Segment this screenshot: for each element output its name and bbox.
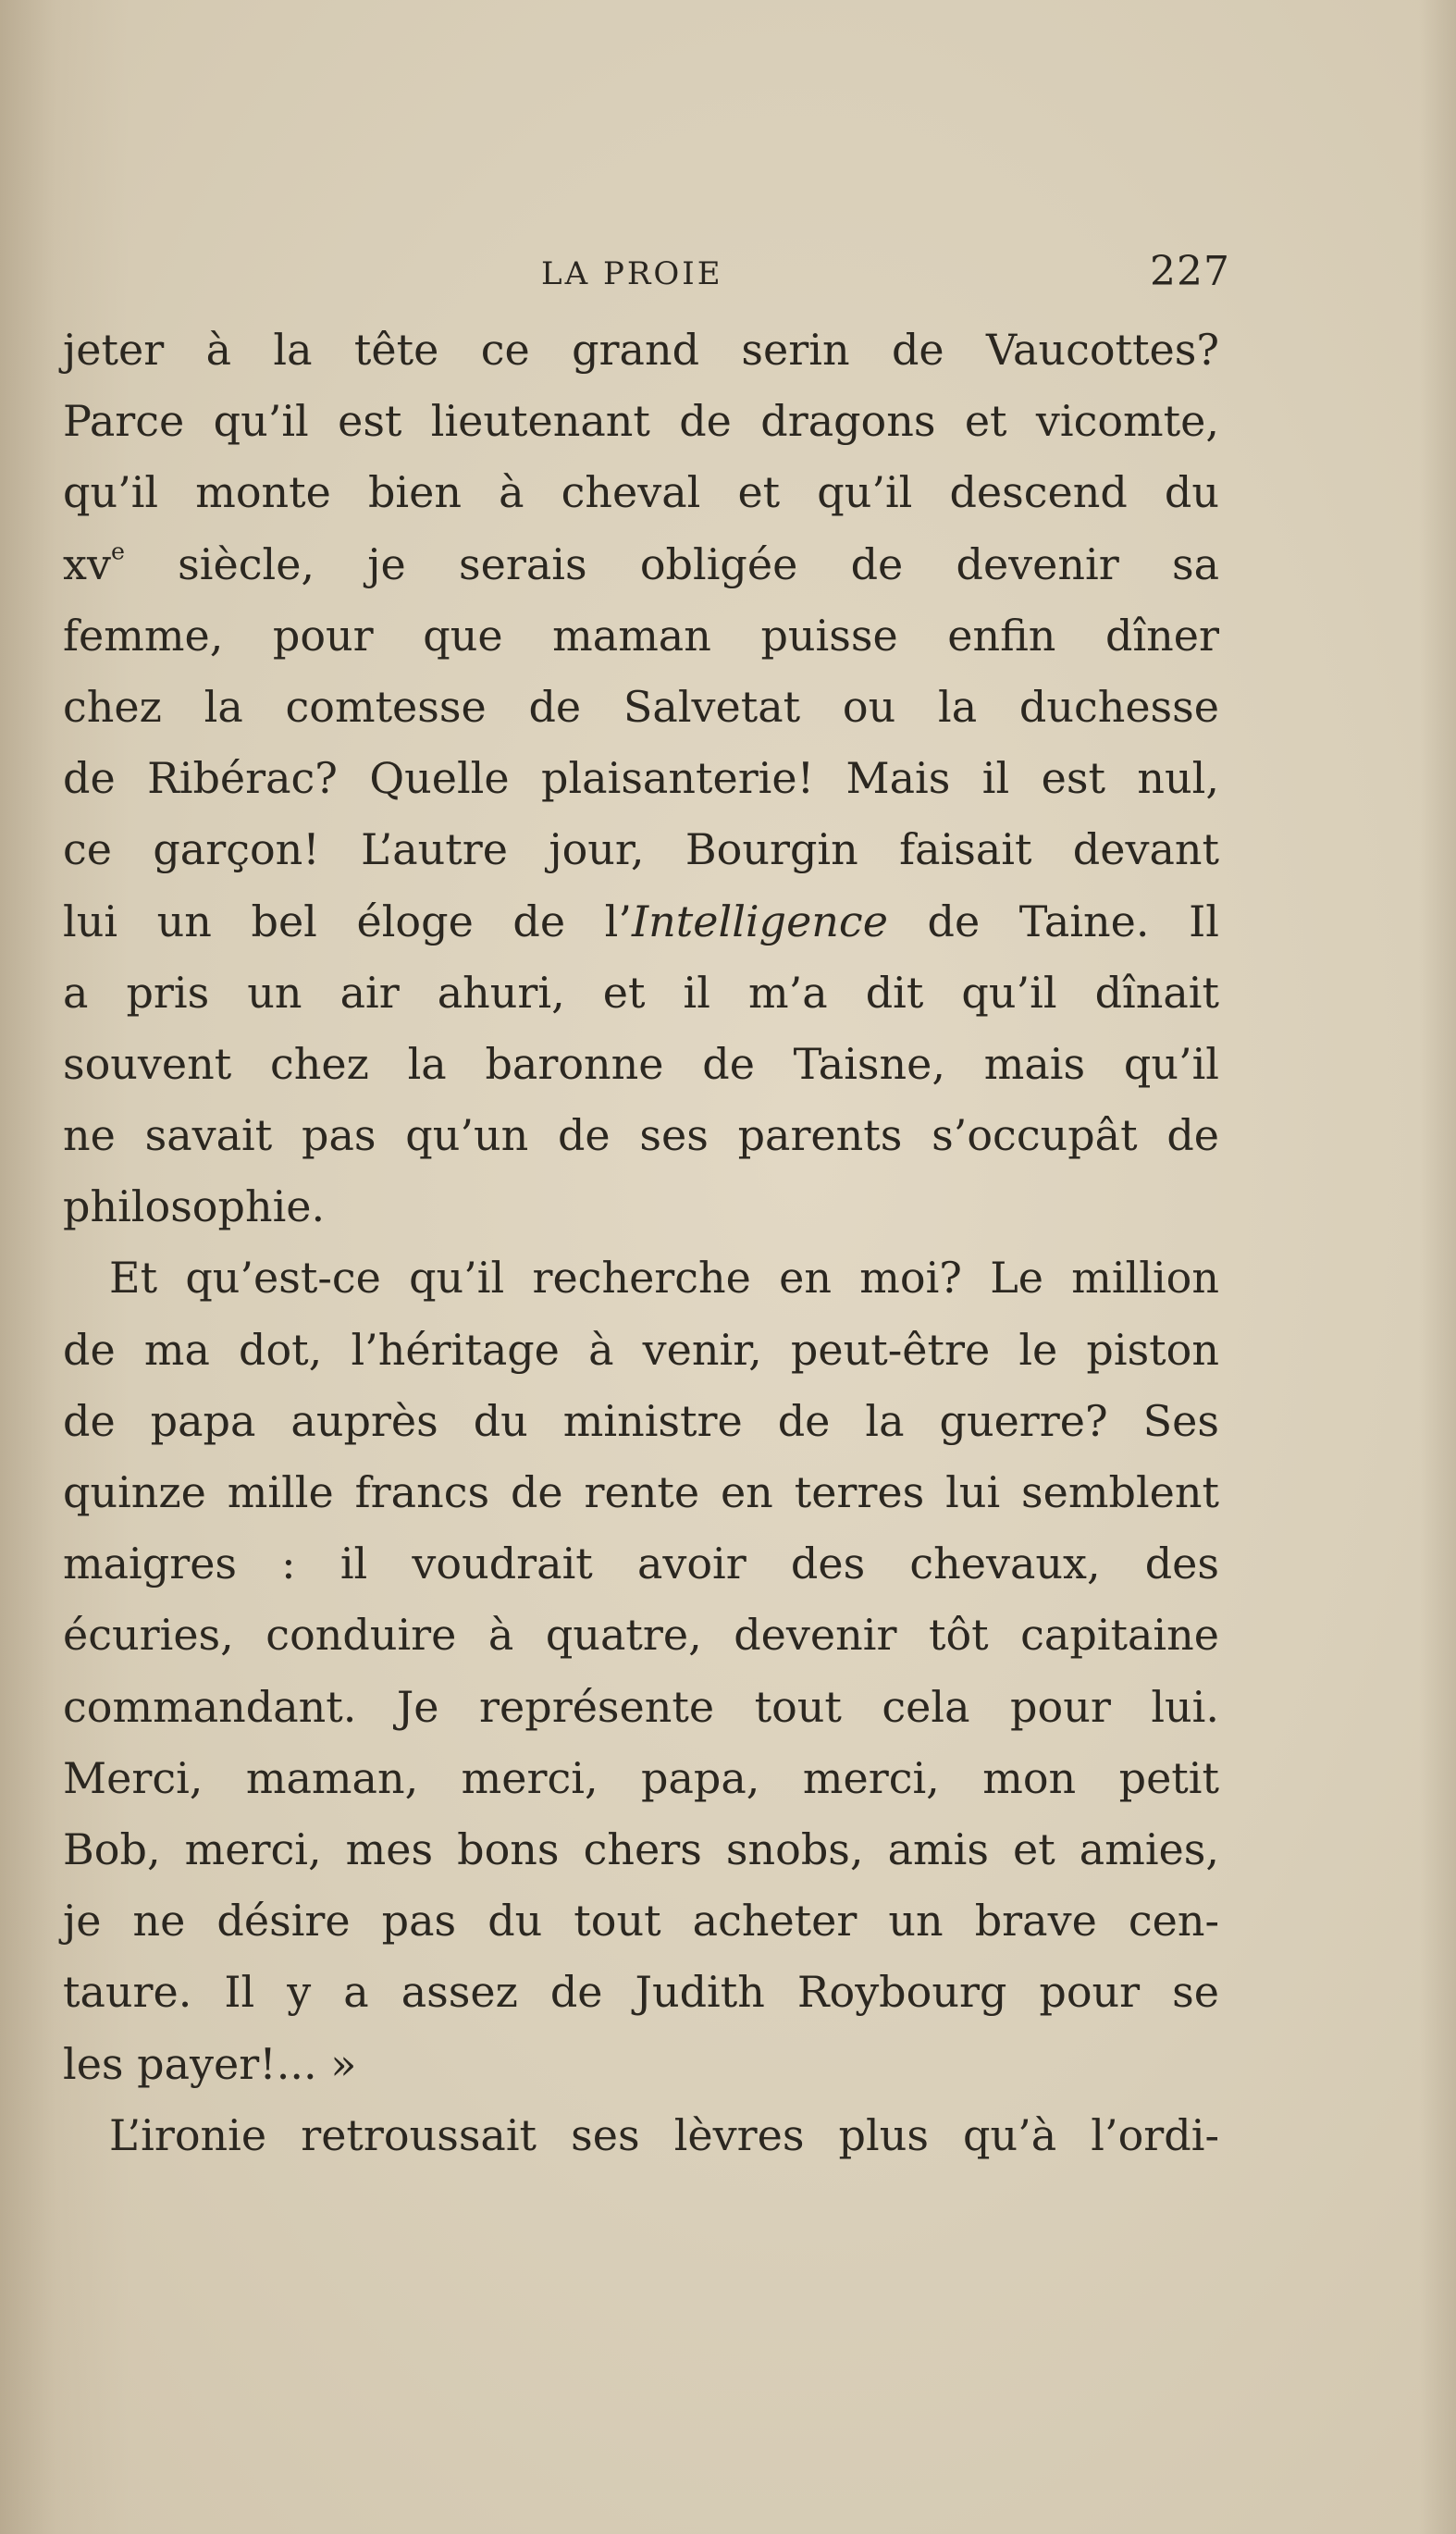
superscript: e <box>110 538 125 565</box>
text-line: de ma dot, l’héritage à venir, peut-être le piston <box>63 1324 1219 1375</box>
text-line: femme, pour que maman puisse enfin dîner <box>63 610 1219 661</box>
italic-title: Intelligence <box>632 896 888 946</box>
text-line <box>63 529 1219 600</box>
text-line: L’ironie retroussait ses lèvres plus qu’à l’ordi- <box>109 2109 1219 2160</box>
text-line: a pris un air ahuri, et il m’a dit qu’il dînait <box>63 967 1219 1018</box>
page-header <box>541 248 1230 303</box>
text-line: je ne désire pas du tout acheter un brave cen- <box>63 1896 1219 1947</box>
text-line: Merci, maman, merci, papa, merci, mon petit <box>63 1752 1219 1803</box>
running-head: LA PROIE <box>541 255 723 292</box>
page-number: 227 <box>1150 248 1230 295</box>
century-numeral: xv <box>63 538 111 589</box>
text-line: Parce qu’il est lieutenant de dragons et vicomte, <box>63 396 1219 447</box>
text-line: jeter à la tête ce grand serin de Vaucottes? <box>63 325 1219 375</box>
body-text <box>63 315 1219 2171</box>
text-line <box>63 886 1219 958</box>
line-start: lui un bel éloge de l’ <box>63 896 632 946</box>
text-line: les payer!... » <box>63 2038 357 2089</box>
text-line: Bob, merci, mes bons chers snobs, amis et amies, <box>63 1823 1219 1874</box>
text-line: ce garçon! L’autre jour, Bourgin faisait devant <box>63 824 1219 875</box>
text-line: quinze mille francs de rente en terres lui semblent <box>63 1467 1219 1517</box>
line-rest: siècle, je serais obligée de devenir sa <box>124 538 1219 589</box>
text-line: ne savait pas qu’un de ses parents s’occupât de <box>63 1110 1219 1161</box>
text-line: souvent chez la baronne de Taisne, mais qu’il <box>63 1038 1219 1089</box>
text-line: taure. Il y a assez de Judith Roybourg pour se <box>63 1967 1219 2018</box>
text-line: commandant. Je représente tout cela pour lui. <box>63 1681 1219 1732</box>
line-rest: de Taine. Il <box>887 896 1219 946</box>
text-line: qu’il monte bien à cheval et qu’il descend du <box>63 467 1219 518</box>
text-line: philosophie. <box>63 1181 326 1232</box>
text-line: maigres : il voudrait avoir des chevaux, des <box>63 1539 1219 1589</box>
text-line: Et qu’est-ce qu’il recherche en moi? Le million <box>109 1253 1219 1304</box>
text-line: de Ribérac? Quelle plaisanterie! Mais il est nul, <box>63 753 1219 804</box>
text-line: de papa auprès du ministre de la guerre? Ses <box>63 1395 1219 1446</box>
text-line: chez la comtesse de Salvetat ou la duchesse <box>63 681 1219 732</box>
text-line: écuries, conduire à quatre, devenir tôt capitaine <box>63 1610 1219 1661</box>
